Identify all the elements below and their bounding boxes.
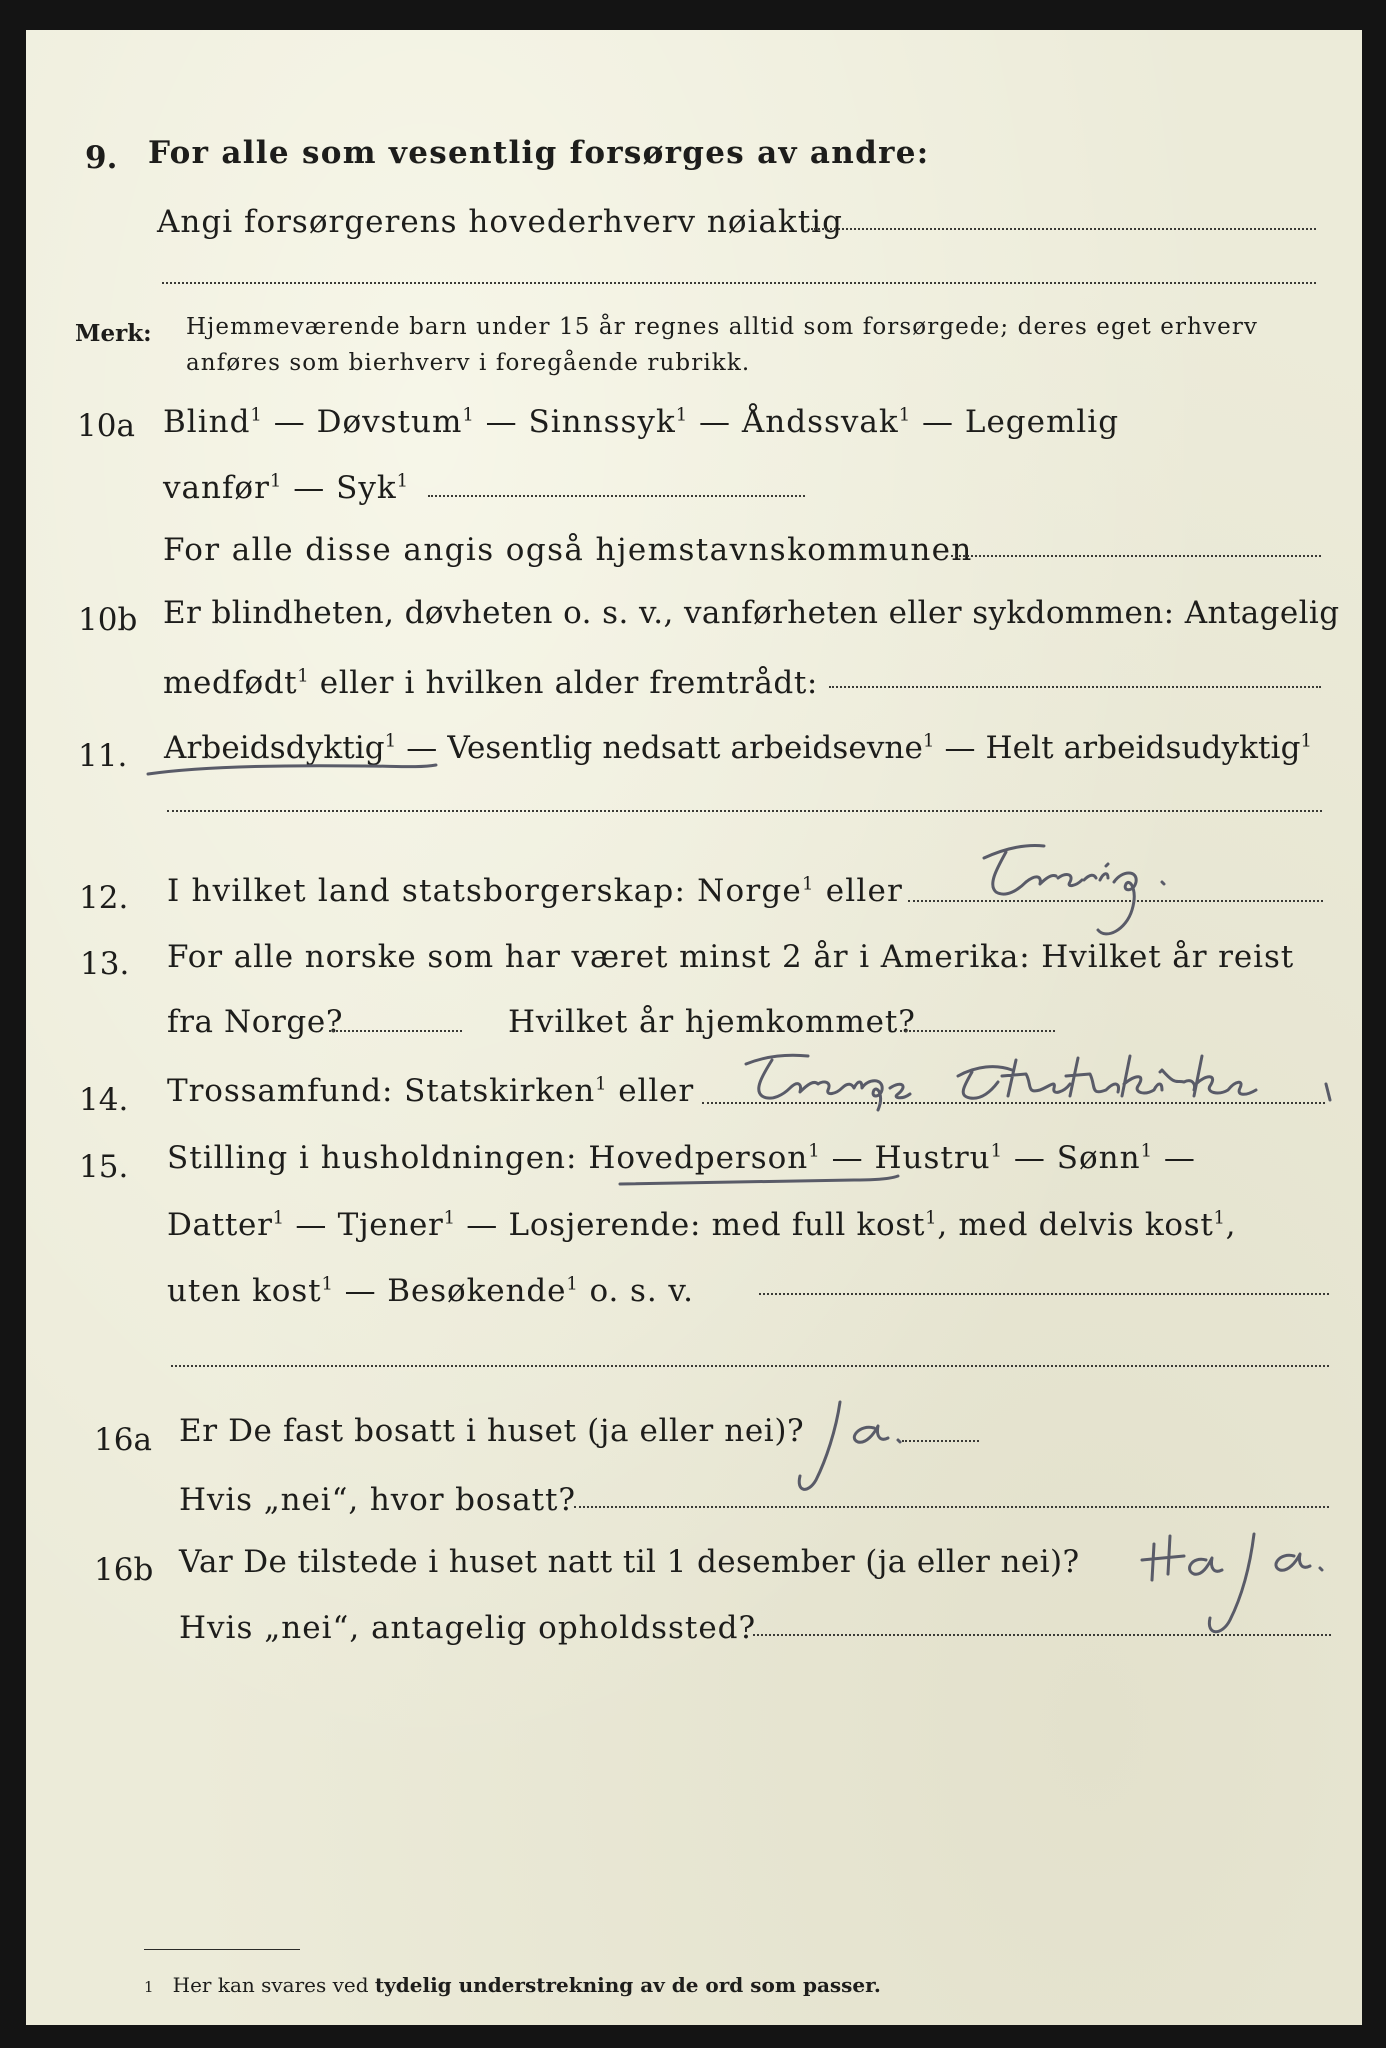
q9-answer-line-2[interactable] xyxy=(162,282,1316,284)
handwritten-answer-ja-16a-text xyxy=(846,1416,887,1452)
q13-hjemkommet: Hvilket år hjemkommet? xyxy=(508,1004,916,1040)
q12-line: I hvilket land statsborgerskap: Norge$^1$ eller xyxy=(167,873,904,909)
option-uten-kost[interactable]: uten kost xyxy=(167,1273,322,1309)
q10b-number: 10b xyxy=(78,602,138,638)
option-datter[interactable]: Datter xyxy=(167,1207,273,1243)
q16a-answer-line[interactable] xyxy=(902,1440,979,1442)
option-sonn[interactable]: Sønn xyxy=(1056,1140,1141,1176)
merk-line-1: Hjemmeværende barn under 15 år regnes alltid som forsørgede; deres eget erhverv xyxy=(186,314,1259,340)
q11-number: 11. xyxy=(78,738,128,774)
q10a-hjemstavn: For alle disse angis også hjemstavnskommunen xyxy=(163,532,973,568)
q9-number: 9. xyxy=(85,140,118,176)
q10a-line-1: Blind$^1$ — Døvstum$^1$ — Sinnssyk$^1$ — Åndssvak$^1$ — Legemlig xyxy=(163,404,1120,440)
option-sinnssyk[interactable]: Sinnssyk xyxy=(528,404,676,440)
option-dovstum[interactable]: Døvstum xyxy=(316,404,463,440)
q15-number: 15. xyxy=(79,1149,129,1185)
q10a-line-2: vanfør$^1$ — Syk$^1$ xyxy=(163,470,410,506)
q12-number: 12. xyxy=(79,880,129,916)
q16b-number: 16b xyxy=(94,1552,154,1588)
footnote: 1 Her kan svares ved tydelig understrekning av de ord som passer. xyxy=(144,1973,881,1997)
handwritten-answer-sverig-text xyxy=(1026,876,1138,912)
q11-answer-line[interactable] xyxy=(167,810,1322,812)
q15-answer-line[interactable] xyxy=(759,1293,1329,1295)
option-delvis-kost[interactable]: med delvis kost xyxy=(958,1207,1214,1243)
census-form-page xyxy=(26,30,1362,2025)
option-andssvak[interactable]: Åndssvak xyxy=(741,404,899,440)
q13-reist-answer-line[interactable] xyxy=(329,1030,462,1032)
option-syk[interactable]: Syk xyxy=(336,470,397,506)
q10b-line-1: Er blindheten, døvheten o. s. v., vanførheten eller sykdommen: Antagelig xyxy=(163,595,1340,631)
handwritten-answer-ja-16b-text xyxy=(1176,1547,1217,1583)
option-medfodt[interactable]: medfødt xyxy=(163,665,298,701)
q15-answer-line-2[interactable] xyxy=(171,1365,1329,1367)
option-losjerende-full-kost[interactable]: Losjerende: med full kost xyxy=(508,1207,926,1243)
q16b-opholdssted-answer-line[interactable] xyxy=(753,1634,1331,1636)
option-tjener[interactable]: Tjener xyxy=(337,1207,444,1243)
q10a-hjemstavn-answer-line[interactable] xyxy=(951,555,1321,557)
merk-label: Merk: xyxy=(75,320,152,347)
q10a-number: 10a xyxy=(77,408,135,444)
q16a-line-2: Hvis „nei“, hvor bosatt? xyxy=(179,1482,576,1518)
option-hovedperson[interactable]: Hovedperson xyxy=(588,1140,809,1176)
q14-line: Trossamfund: Statskirken$^1$ eller xyxy=(167,1073,695,1109)
q16b-line-1: Var De tilstede i huset natt til 1 desember (ja eller nei)? xyxy=(179,1544,1080,1580)
option-besokende[interactable]: Besøkende xyxy=(387,1273,567,1309)
option-vanfor[interactable]: vanfør xyxy=(163,470,270,506)
handwritten-underline-arbeidsdyktig xyxy=(144,756,444,780)
q9-angi-forsorger: Angi forsørgerens hovederhverv nøiaktig xyxy=(157,204,843,240)
handwritten-answer-statskirke-text xyxy=(766,1076,1049,1112)
handwritten-answer-ja-16b xyxy=(1126,1510,1356,1660)
q14-number: 14. xyxy=(79,1082,129,1118)
q16a-line-1: Er De fast bosatt i huset (ja eller nei)? xyxy=(179,1413,805,1449)
option-hustru[interactable]: Hustru xyxy=(874,1140,991,1176)
option-vesentlig-nedsatt[interactable]: Vesentlig nedsatt arbeidsevne xyxy=(447,730,923,766)
option-legemlig[interactable]: Legemlig xyxy=(964,404,1120,440)
q9-answer-line[interactable] xyxy=(811,228,1316,230)
q16b-line-2: Hvis „nei“, antagelig opholdssted? xyxy=(179,1610,757,1646)
q15-line-3: uten kost$^1$ — Besøkende$^1$ o. s. v. xyxy=(167,1273,694,1309)
q13-reist-fra-norge: fra Norge? xyxy=(167,1004,344,1040)
option-blind[interactable]: Blind xyxy=(163,404,251,440)
q10b-answer-line[interactable] xyxy=(829,686,1321,688)
q10b-line-2: medfødt$^1$ eller i hvilken alder fremtrådt: xyxy=(163,665,818,701)
q9-title: For alle som vesentlig forsørges av andre: xyxy=(148,135,930,171)
q13-number: 13. xyxy=(80,946,130,982)
q15-line-1: Stilling i husholdningen: Hovedperson$^1$ — Hustru$^1$ — Sønn$^1$ — xyxy=(167,1140,1196,1176)
footnote-rule xyxy=(144,1949,300,1950)
q15-line-2: Datter$^1$ — Tjener$^1$ — Losjerende: med full kost$^1$, med delvis kost$^1$, xyxy=(167,1207,1237,1243)
q11-line: Arbeidsdyktig$^1$ — Vesentlig nedsatt arbeidsevne$^1$ — Helt arbeidsudyktig$^1$ xyxy=(164,730,1313,766)
q16a-bosatt-answer-line[interactable] xyxy=(574,1506,1329,1508)
footnote-marker: 1 xyxy=(144,1978,154,1996)
q16a-number: 16a xyxy=(94,1422,152,1458)
option-arbeidsdyktig[interactable]: Arbeidsdyktig xyxy=(164,730,385,766)
option-helt-arbeidsudyktig[interactable]: Helt arbeidsudyktig xyxy=(985,730,1301,766)
handwritten-underline-hovedperson xyxy=(614,1170,914,1194)
q13-line-1: For alle norske som har været minst 2 år i Amerika: Hvilket år reist xyxy=(167,939,1295,975)
q13-hjemkommet-answer-line[interactable] xyxy=(900,1030,1055,1032)
merk-line-2: anføres som bierhverv i foregående rubrikk. xyxy=(186,350,751,376)
q10a-syk-answer-line[interactable] xyxy=(428,495,805,497)
